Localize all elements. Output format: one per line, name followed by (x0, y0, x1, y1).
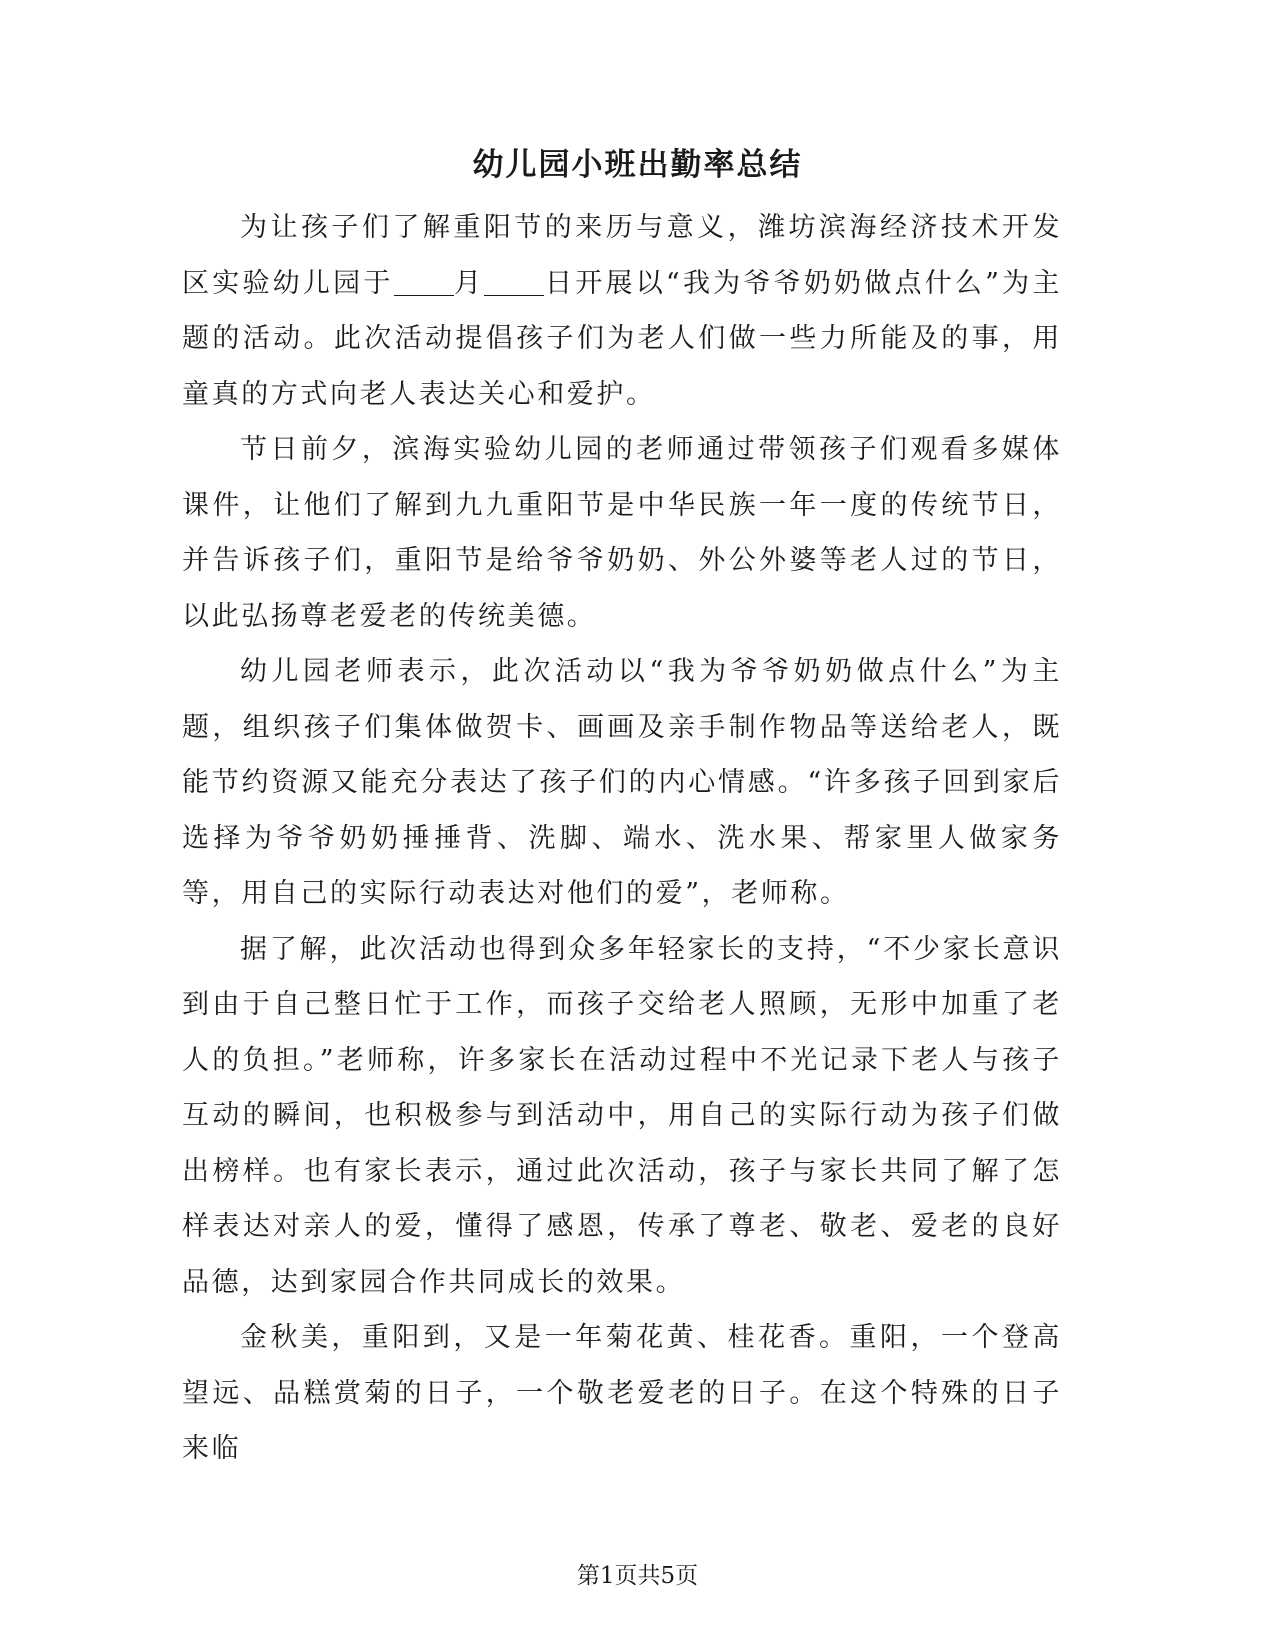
paragraph-5: 金秋美，重阳到，又是一年菊花黄、桂花香。重阳，一个登高望远、品糕赏菊的日子，一个敬老爱老的日子。在这个特殊的日子来临 (182, 1322, 1062, 1464)
paragraph-1 (182, 200, 1062, 422)
paragraph-1-text-a: 为让孩子们了解重阳节的来历与意义，潍坊滨海经济技术开发区实验幼儿园于 (182, 212, 1062, 299)
paragraph-4: 据了解，此次活动也得到众多年轻家长的支持，“不少家长意识到由于自己整日忙于工作，而孩子交给老人照顾，无形中加重了老人的负担。”老师称，许多家长在活动过程中不光记录下老人与孩子互动的瞬间，也积极参与到活动中，用自己的实际行动为孩子们做出榜样。也有家长表示，通过此次活动，孩子与家长共同了解了怎样表达对亲人的爱，懂得了感恩，传承了尊老、敬老、爱老的良好品德，达到家园合作共同成长的效果。 (182, 933, 1062, 1298)
page-number-footer: 第1页共5页 (576, 1563, 699, 1589)
paragraph-1-month: 月 (453, 267, 485, 299)
paragraph-3: 幼儿园老师表示，此次活动以“我为爷爷奶奶做点什么”为主题，组织孩子们集体做贺卡、画画及亲手制作物品等送给老人，既能节约资源又能充分表达了孩子们的内心情感。“许多孩子回到家后选择为爷爷奶奶捶捶背、洗脚、端水、洗水果、帮家里人做家务等，用自己的实际行动表达对他们的爱”，老师称。 (182, 656, 1062, 909)
date-blank-month (394, 265, 454, 296)
paragraph-1-text-b: 日开展以“我为爷爷奶奶做点什么”为主题的活动。此次活动提倡孩子们为老人们做一些力所能及的事，用童真的方式向老人表达关心和爱护。 (182, 267, 1062, 410)
document-body (182, 200, 1062, 1477)
document-title: 幼儿园小班出勤率总结 (472, 147, 803, 183)
date-blank-day (484, 265, 544, 296)
paragraph-2: 节日前夕，滨海实验幼儿园的老师通过带领孩子们观看多媒体课件，让他们了解到九九重阳节是中华民族一年一度的传统节日，并告诉孩子们，重阳节是给爷爷奶奶、外公外婆等老人过的节日，以此弘扬尊老爱老的传统美德。 (182, 434, 1062, 632)
